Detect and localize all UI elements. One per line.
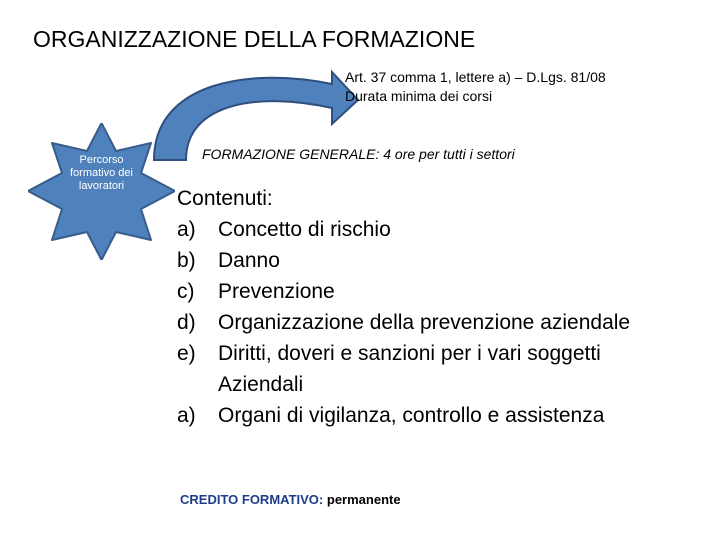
legal-reference (345, 68, 606, 106)
list-item-text: Danno (218, 249, 280, 272)
list-item-text: Diritti, doveri e sanzioni per i vari soggetti (218, 342, 601, 365)
list-item (177, 400, 630, 431)
training-credit-value: permanente (326, 492, 401, 507)
list-item (177, 307, 630, 338)
list-item (177, 214, 630, 245)
list-marker: e) (177, 342, 196, 365)
list-marker: a) (177, 404, 196, 427)
training-credit (180, 492, 401, 507)
contents-list (177, 183, 630, 431)
list-item-text: Concetto di rischio (218, 218, 391, 241)
star-badge-line: lavoratori (78, 180, 125, 192)
list-item (177, 276, 630, 307)
star-badge-label (28, 154, 175, 193)
list-item-text: Aziendali (218, 373, 304, 396)
star-badge-line: Percorso (79, 154, 124, 166)
page-title: ORGANIZZAZIONE DELLA FORMAZIONE (33, 26, 476, 52)
training-credit-label: CREDITO FORMATIVO: (180, 492, 324, 507)
star-badge-line: formativo dei (70, 167, 133, 179)
list-item (177, 245, 630, 276)
list-item-text: Organizzazione della prevenzione aziendale (218, 311, 631, 334)
list-item-text: Prevenzione (218, 280, 335, 303)
legal-reference-line: Art. 37 comma 1, lettere a) – D.Lgs. 81/08 (345, 69, 606, 85)
list-marker (177, 369, 218, 400)
general-training-heading: FORMAZIONE GENERALE: 4 ore per tutti i settori (202, 146, 515, 162)
contents-heading: Contenuti: (177, 187, 273, 210)
list-marker: c) (177, 280, 195, 303)
legal-reference-line: Durata minima dei corsi (345, 88, 493, 104)
list-marker: a) (177, 218, 196, 241)
list-item-text: Organi di vigilanza, controllo e assistenza (218, 404, 605, 427)
list-item (177, 338, 630, 369)
list-marker: b) (177, 249, 196, 272)
list-marker: d) (177, 311, 196, 334)
list-item-continuation (177, 369, 630, 400)
